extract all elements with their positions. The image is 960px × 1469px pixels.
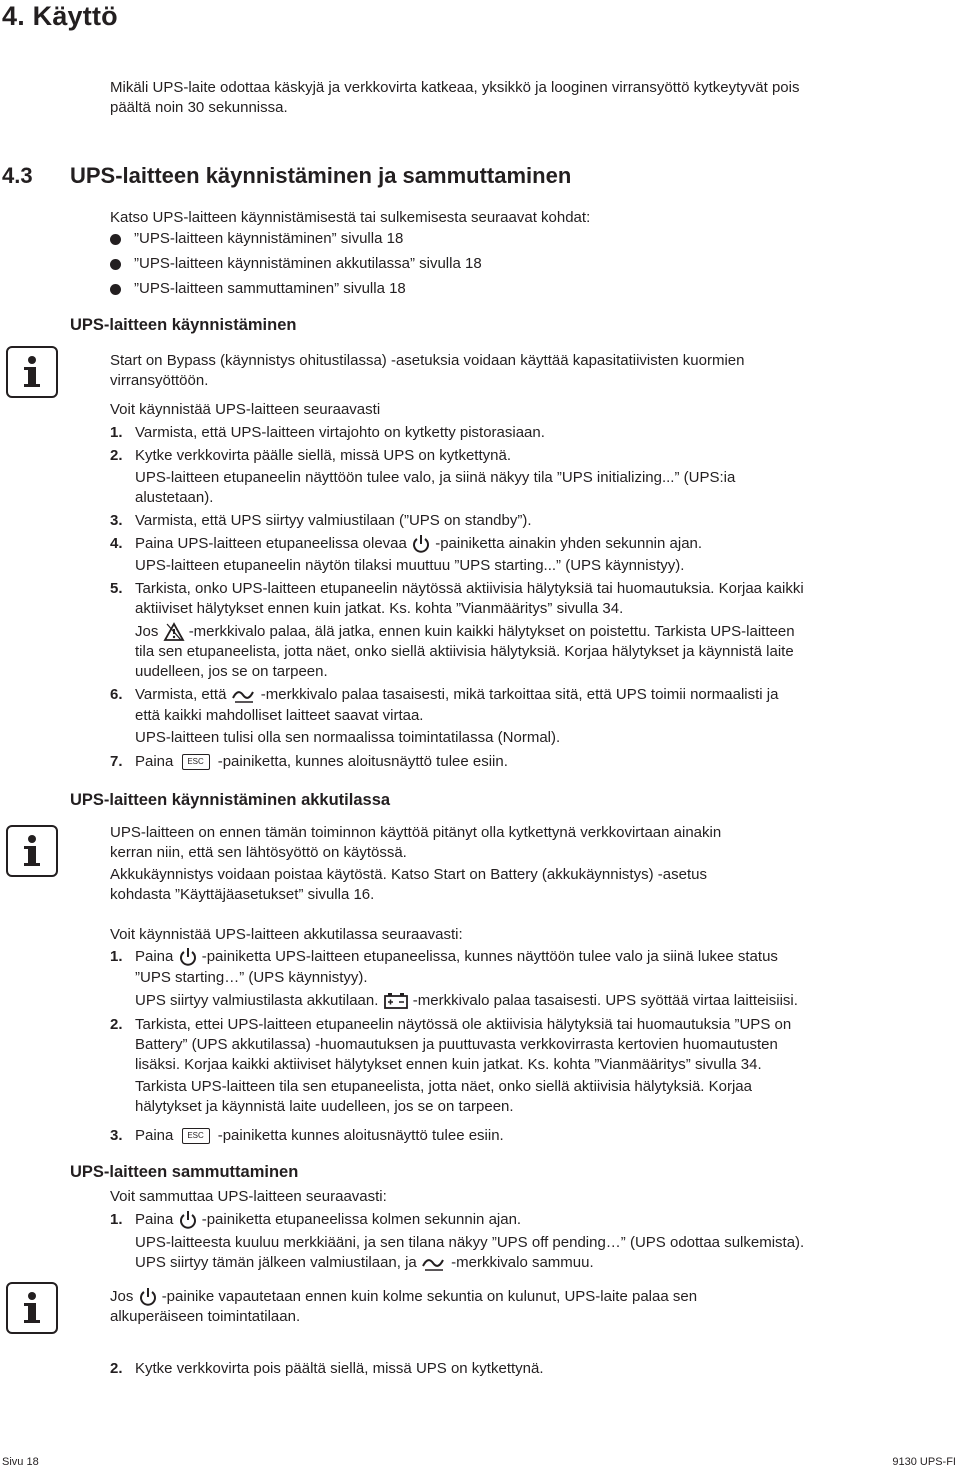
battery-step-1-detail: ”UPS starting…” (UPS käynnistyy). bbox=[135, 969, 368, 986]
battery-step-2-detail bbox=[135, 1077, 752, 1117]
step-number: 1. bbox=[110, 1211, 123, 1228]
shutdown-step-1-detail: UPS-laitteesta kuuluu merkkiääni, ja sen tilana näkyy ”UPS off pending…” (UPS odottaa sulkemista). bbox=[135, 1234, 805, 1251]
step-line: Tarkista, ettei UPS-laitteen etupaneelin näytössä ole aktiivisia hälytyksiä tai huomautuksia ”UPS on bbox=[135, 1016, 792, 1033]
start-step-1: Varmista, että UPS-laitteen virtajohto on kytketty pistorasiaan. bbox=[135, 424, 545, 441]
step-number: 1. bbox=[110, 948, 123, 965]
power-icon bbox=[178, 1210, 198, 1230]
step-text: Paina bbox=[135, 753, 174, 770]
step-line: Tarkista, onko UPS-laitteen etupaneelin näytössä aktiivisia hälytyksiä tai huomautuksia. Korjaa kaikki bbox=[135, 580, 804, 597]
power-icon bbox=[411, 534, 431, 554]
info-icon bbox=[6, 825, 58, 877]
info-line: Start on Bypass (käynnistys ohitustilassa) -asetuksia voidaan käyttää kapasitatiivisten kuormien bbox=[110, 352, 745, 369]
link-start-ups[interactable]: ”UPS-laitteen käynnistäminen” sivulla 18 bbox=[134, 230, 404, 247]
start-step-5-detail bbox=[135, 642, 794, 682]
step-line: lisäksi. Korjaa kaikki aktiiviset hälytykset ennen kuin jatkat. Ks. kohta ”Vianmääritys” sivulla 34. bbox=[135, 1056, 762, 1073]
start-step-5-warning bbox=[135, 622, 795, 642]
bullet-dot bbox=[110, 234, 121, 245]
step-line: aktiiviset hälytykset ennen kuin jatkat. Ks. kohta ”Vianmääritys” sivulla 34. bbox=[135, 600, 624, 617]
step-text: -painiketta, kunnes aloitusnäyttö tulee esiin. bbox=[217, 753, 508, 770]
shutdown-heading: UPS-laitteen sammuttaminen bbox=[70, 1163, 299, 1181]
document-code: 9130 UPS-FI bbox=[892, 1456, 956, 1468]
alarm-icon bbox=[163, 622, 185, 642]
info-line: virransyöttöön. bbox=[110, 372, 209, 389]
shutdown-lead: Voit sammuttaa UPS-laitteen seuraavasti: bbox=[110, 1188, 387, 1205]
step-text: -painiketta etupaneelissa kolmen sekunnin ajan. bbox=[201, 1211, 522, 1228]
step-number: 2. bbox=[110, 1360, 123, 1377]
info-line: kerran niin, että sen lähtösyöttö on käytössä. bbox=[110, 844, 407, 861]
shutdown-info bbox=[110, 1287, 697, 1307]
normal-mode-icon bbox=[421, 1254, 447, 1272]
info-line: Akkukäynnistys voidaan poistaa käytöstä. Katso Start on Battery (akkukäynnistys) -asetus bbox=[110, 866, 707, 883]
step-text: -merkkivalo palaa tasaisesti. UPS syöttää virtaa laitteisiisi. bbox=[412, 992, 798, 1009]
step-number: 5. bbox=[110, 580, 123, 597]
start-step-5 bbox=[135, 579, 804, 619]
power-icon bbox=[178, 947, 198, 967]
section-lead: Katso UPS-laitteen käynnistämisestä tai sulkemisesta seuraavat kohdat: bbox=[110, 209, 591, 226]
step-number: 2. bbox=[110, 1016, 123, 1033]
battery-step-1 bbox=[135, 947, 778, 967]
esc-key-icon: ESC bbox=[182, 754, 210, 770]
step-text: UPS siirtyy valmiustilasta akkutilaan. bbox=[135, 992, 379, 1009]
start-info bbox=[110, 351, 744, 391]
step-text: -merkkivalo sammuu. bbox=[451, 1254, 594, 1271]
info-text: -painike vapautetaan ennen kuin kolme sekuntia on kulunut, UPS-laite palaa sen bbox=[161, 1288, 698, 1305]
battery-info bbox=[110, 823, 721, 905]
step-line: tila sen etupaneelista, jotta näet, onko siellä aktiivisia hälytyksiä. Korjaa hälytykset ja käynnistä laite bbox=[135, 643, 794, 660]
info-icon bbox=[6, 1282, 58, 1334]
intro-text bbox=[110, 78, 799, 118]
shutdown-step-1 bbox=[135, 1210, 521, 1230]
start-step-6-detail: että kaikki mahdolliset laitteet saavat virtaa. bbox=[135, 707, 424, 724]
start-step-3: Varmista, että UPS siirtyy valmiustilaan (”UPS on standby”). bbox=[135, 512, 532, 529]
step-number: 2. bbox=[110, 447, 123, 464]
step-number: 1. bbox=[110, 424, 123, 441]
step-number: 3. bbox=[110, 1127, 123, 1144]
start-step-2: Kytke verkkovirta päälle siellä, missä UPS on kytkettynä. bbox=[135, 447, 511, 464]
step-text: Paina bbox=[135, 1211, 174, 1228]
battery-step-1-note bbox=[135, 991, 798, 1011]
normal-mode-icon bbox=[231, 686, 257, 704]
shutdown-step-1-note bbox=[135, 1253, 594, 1273]
step-line: hälytykset ja käynnistä laite uudelleen, jos se on tarpeen. bbox=[135, 1098, 514, 1115]
page-number: Sivu 18 bbox=[2, 1456, 39, 1468]
start-step-6 bbox=[135, 685, 778, 705]
start-step-7 bbox=[135, 752, 508, 772]
step-line: uudelleen, jos se on tarpeen. bbox=[135, 663, 328, 680]
info-line: kohdasta ”Käyttäjäasetukset” sivulla 16. bbox=[110, 886, 375, 903]
start-step-2-detail bbox=[135, 468, 735, 508]
step-number: 6. bbox=[110, 686, 123, 703]
bullet-dot bbox=[110, 259, 121, 270]
section-number: 4.3 bbox=[2, 163, 33, 188]
step-text: -painiketta UPS-laitteen etupaneelissa, kunnes näyttöön tulee valo ja siinä lukee status bbox=[201, 948, 778, 965]
start-step-4 bbox=[135, 534, 702, 554]
info-icon bbox=[6, 346, 58, 398]
step-text: Paina UPS-laitteen etupaneelissa olevaa bbox=[135, 535, 407, 552]
link-shutdown[interactable]: ”UPS-laitteen sammuttaminen” sivulla 18 bbox=[134, 280, 406, 297]
step-number: 3. bbox=[110, 512, 123, 529]
battery-heading: UPS-laitteen käynnistäminen akkutilassa bbox=[70, 791, 391, 809]
start-step-6-note: UPS-laitteen tulisi olla sen normaalissa toimintatilassa (Normal). bbox=[135, 729, 561, 746]
step-number: 7. bbox=[110, 753, 123, 770]
step-text: -merkkivalo palaa, älä jatka, ennen kuin kaikki hälytykset on poistettu. Tarkista UPS-laitteen bbox=[188, 623, 795, 640]
section-title: UPS-laitteen käynnistäminen ja sammuttaminen bbox=[70, 163, 572, 188]
intro-line: Mikäli UPS-laite odottaa käskyjä ja verkkovirta katkeaa, yksikkö ja looginen virransyöttö kytkeytyvät pois bbox=[110, 79, 800, 96]
power-icon bbox=[138, 1287, 158, 1307]
battery-step-2 bbox=[135, 1015, 791, 1075]
step-text: Jos bbox=[135, 623, 159, 640]
shutdown-step-2: Kytke verkkovirta pois päältä siellä, missä UPS on kytkettynä. bbox=[135, 1360, 544, 1377]
step-text: -merkkivalo palaa tasaisesti, mikä tarkoittaa sitä, että UPS toimii normaalisti ja bbox=[260, 686, 779, 703]
start-heading: UPS-laitteen käynnistäminen bbox=[70, 316, 297, 334]
info-line: UPS-laitteen on ennen tämän toiminnon käyttöä pitänyt olla kytkettynä verkkovirtaan ainakin bbox=[110, 824, 722, 841]
step-text: Paina bbox=[135, 1127, 174, 1144]
battery-lead: Voit käynnistää UPS-laitteen akkutilassa seuraavasti: bbox=[110, 926, 463, 943]
battery-step-3 bbox=[135, 1126, 504, 1146]
start-lead: Voit käynnistää UPS-laitteen seuraavasti bbox=[110, 401, 381, 418]
step-text: -painiketta ainakin yhden sekunnin ajan. bbox=[435, 535, 703, 552]
detail-line: alustetaan). bbox=[135, 489, 214, 506]
start-step-4-detail: UPS-laitteen etupaneelin näytön tilaksi muuttuu ”UPS starting...” (UPS käynnistyy). bbox=[135, 557, 685, 574]
step-number: 4. bbox=[110, 535, 123, 552]
step-text: Paina bbox=[135, 948, 174, 965]
bullet-dot bbox=[110, 284, 121, 295]
link-start-battery[interactable]: ”UPS-laitteen käynnistäminen akkutilassa” sivulla 18 bbox=[134, 255, 482, 272]
detail-line: UPS-laitteen etupaneelin näyttöön tulee valo, ja siinä näkyy tila ”UPS initializing...” (UPS:ia bbox=[135, 469, 736, 486]
step-text: -painiketta kunnes aloitusnäyttö tulee esiin. bbox=[217, 1127, 504, 1144]
step-line: Tarkista UPS-laitteen tila sen etupaneelista, jotta näet, onko siellä aktiivisia hälytyksiä. Korjaa bbox=[135, 1078, 752, 1095]
step-text: UPS siirtyy tämän jälkeen valmiustilaan, ja bbox=[135, 1254, 417, 1271]
step-text: Varmista, että bbox=[135, 686, 227, 703]
step-line: Battery” (UPS akkutilassa) -huomautuksen ja puuttuvasta verkkovirrasta kertovien huomautusten bbox=[135, 1036, 778, 1053]
battery-icon bbox=[383, 992, 409, 1010]
esc-key-icon: ESC bbox=[182, 1128, 210, 1144]
shutdown-info-detail: alkuperäiseen toimintatilaan. bbox=[110, 1308, 301, 1325]
intro-line: päältä noin 30 sekunnissa. bbox=[110, 99, 288, 116]
page-title: 4. Käyttö bbox=[2, 1, 118, 31]
info-text: Jos bbox=[110, 1288, 134, 1305]
